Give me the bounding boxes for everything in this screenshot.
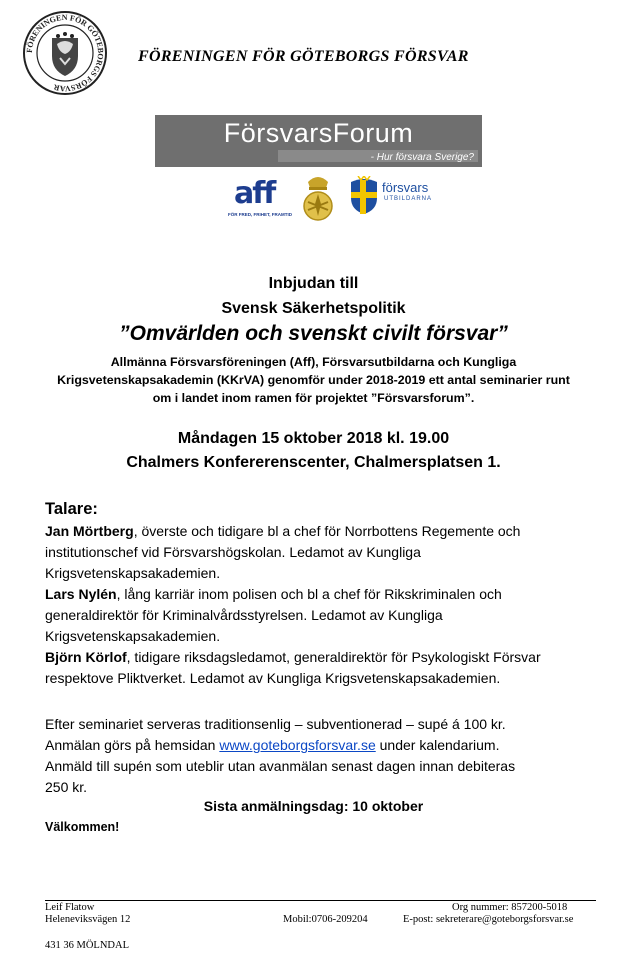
speaker-description: Krigsvetenskapsakademien. [45,565,221,581]
registration-deadline: Sista anmälningsdag: 10 oktober [203,798,424,814]
speaker-description: generaldirektör för Kriminalvårdsstyrelsen. Ledamot av Kungliga [45,607,443,623]
contact-mobile: Mobil:0706-209204 [283,914,368,925]
kkrva-crest-logo [300,172,336,224]
intro-line: om i landet inom ramen för projektet ”Försvarsforum”. [152,391,475,405]
seminar-title: ”Omvärlden och svenskt civilt försvar” [119,322,508,345]
forsvarsutbildarna-logo [348,172,433,224]
contact-name: Leif Flatow [45,902,95,913]
speaker-description: institutionschef vid Försvarshögskolan. Ledamot av Kungliga [45,544,421,560]
organization-name: FÖRENINGEN FÖR GÖTEBORGS FÖRSVAR [138,48,469,65]
intro-line: Allmänna Försvarsföreningen (Aff), Försvarsutbildarna och Kungliga [110,355,517,369]
registration-info [45,714,615,798]
aff-logo [228,172,292,224]
speaker-name: Lars Nylén [45,586,117,602]
topic-heading: Svensk Säkerhetspolitik [221,300,406,317]
banner-title: FörsvarsForum [223,118,414,148]
footer-divider [45,900,596,901]
invite-heading: Inbjudan till [268,275,359,292]
association-seal-logo [22,10,108,96]
speaker-name: Jan Mörtberg [45,523,134,539]
intro-line: Krigsvetenskapsakademin (KKrVA) genomför under 2018-2019 ett antal seminarier runt [57,373,570,387]
event-date: Måndagen 15 oktober 2018 kl. 19.00 [177,430,450,447]
event-venue: Chalmers Konfererenscenter, Chalmersplatsen 1. [126,454,501,471]
contact-street: Heleneviksvägen 12 [45,914,131,925]
welcome-text: Välkommen! [45,820,120,834]
seal-text: FÖRENINGEN FÖR GÖTEBORGS FÖRSVAR [24,12,106,94]
speaker-entry [45,521,605,584]
forsvarsutbildarna-subtext: UTBILDARNA [384,196,433,202]
aff-logo-tagline: FÖR FRED, FRIHET, FRAMTID [228,212,292,217]
forsvarsutbildarna-text: försvars [382,180,429,195]
no-show-fee: 250 kr. [45,779,88,795]
contact-email: E-post: sekreterare@goteborgsforsvar.se [403,914,574,925]
registration-text-suffix: under kalendarium. [375,737,500,753]
speaker-description: Krigsvetenskapsakademien. [45,628,221,644]
aff-logo-text: aff [234,176,275,211]
speaker-name: Björn Körlof [45,649,127,665]
org-number: Org nummer: 857200-5018 [452,902,568,913]
speaker-entry [45,647,605,689]
no-show-policy: Anmäld till supén som uteblir utan avanmälan senast dagen innan debiteras [45,758,516,774]
registration-text: Anmälan görs på hemsidan [45,737,220,753]
speakers-heading: Talare: [45,500,98,518]
speaker-description: , tidigare riksdagsledamot, generaldirektör för Psykologiskt Försvar [126,649,541,665]
forsvarsforum-banner [155,115,482,167]
contact-city: 431 36 MÖLNDAL [45,940,129,951]
speaker-entry [45,584,605,647]
supper-info: Efter seminariet serveras traditionsenlig – subventionerad – supé á 100 kr. [45,716,506,732]
intro-paragraph [50,353,577,407]
banner-tagline: - Hur försvara Sverige? [370,152,474,163]
speaker-description: , överste och tidigare bl a chef för Norrbottens Regemente och [133,523,521,539]
website-link[interactable]: www.goteborgsforsvar.se [219,737,376,753]
speaker-description: respektove Pliktverket. Ledamot av Kungliga Krigsvetenskapsakademien. [45,670,501,686]
speaker-description: , lång karriär inom polisen och bl a chef för Rikskriminalen och [116,586,502,602]
